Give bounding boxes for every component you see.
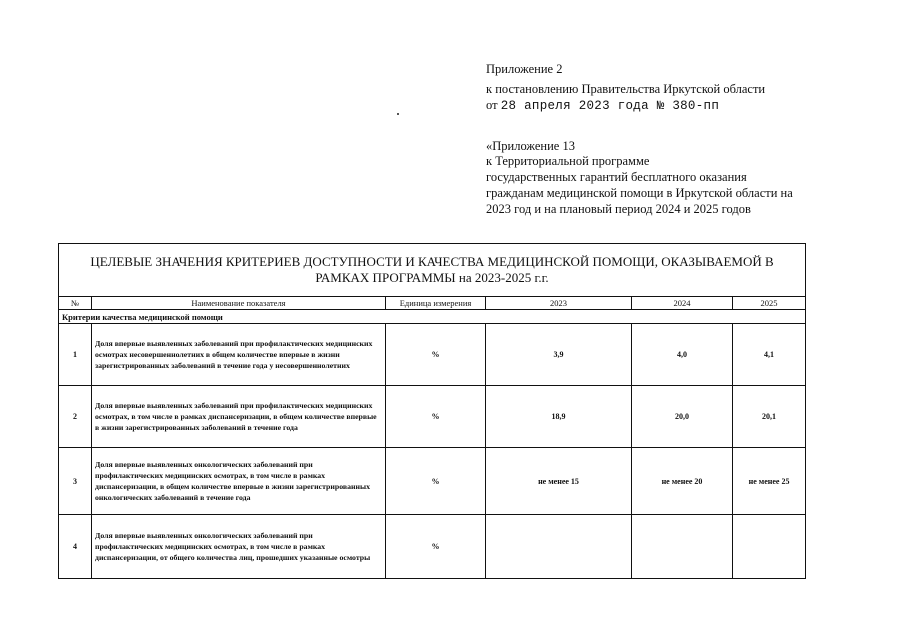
row-unit: % (386, 448, 486, 515)
program-line-3: гражданам медицинской помощи в Иркутской области на (486, 186, 793, 200)
row-value-2023: 3,9 (486, 324, 632, 386)
col-unit-header: Единица измерения (386, 297, 486, 310)
row-value-2025: 20,1 (733, 386, 806, 448)
row-value-2024 (632, 515, 733, 579)
table-row (59, 324, 806, 386)
resolution-date-number: 28 апреля 2023 года № 380-пп (500, 99, 720, 113)
col-2023-header: 2023 (486, 297, 632, 310)
row-indicator-name: Доля впервые выявленных онкологических заболеваний при профилактических медицинских осмотрах, в том числе в рамках диспансеризации, в общем количестве впервые в жизни зарегистрированных онкологических заболеваний в течение года (92, 448, 386, 515)
resolution-prefix: от (486, 98, 498, 112)
criteria-table (58, 243, 806, 579)
prev-appendix-label: «Приложение 13 (486, 139, 575, 153)
appendix-label: Приложение 2 (486, 62, 563, 76)
row-indicator-name: Доля впервые выявленных заболеваний при профилактических медицинских осмотрах, в том числе в рамках диспансеризации, в общем количестве впервые в жизни зарегистрированных заболеваний в течение года (92, 386, 386, 448)
row-value-2023: не менее 15 (486, 448, 632, 515)
program-line-1: к Территориальной программе (486, 154, 650, 168)
row-value-2025: не менее 25 (733, 448, 806, 515)
row-value-2025: 4,1 (733, 324, 806, 386)
program-line-4: 2023 год и на плановый период 2024 и 2025 годов (486, 202, 751, 216)
row-unit: % (386, 324, 486, 386)
col-2025-header: 2025 (733, 297, 806, 310)
table-row (59, 386, 806, 448)
row-value-2024: 4,0 (632, 324, 733, 386)
col-2024-header: 2024 (632, 297, 733, 310)
row-value-2024: не менее 20 (632, 448, 733, 515)
resolution-line: к постановлению Правительства Иркутской области (486, 82, 766, 96)
column-header-row (59, 297, 806, 310)
row-value-2024: 20,0 (632, 386, 733, 448)
scan-dot (397, 113, 399, 115)
section-title: Критерии качества медицинской помощи (59, 310, 806, 324)
row-unit: % (386, 386, 486, 448)
table-row (59, 448, 806, 515)
row-num: 3 (59, 448, 92, 515)
col-num-header: № (59, 297, 92, 310)
col-name-header: Наименование показателя (92, 297, 386, 310)
row-num: 4 (59, 515, 92, 579)
row-unit: % (386, 515, 486, 579)
row-value-2023: 18,9 (486, 386, 632, 448)
row-value-2025 (733, 515, 806, 579)
section-row (59, 310, 806, 324)
row-num: 1 (59, 324, 92, 386)
row-indicator-name: Доля впервые выявленных заболеваний при профилактических медицинских осмотрах несовершеннолетних в общем количестве впервые в жизни зарегистрированных заболеваний в течение года у несовершеннолетних (92, 324, 386, 386)
table-row (59, 515, 806, 579)
row-num: 2 (59, 386, 92, 448)
row-indicator-name: Доля впервые выявленных онкологических заболеваний при профилактических медицинских осмотрах, в том числе в рамках диспансеризации, от общего количества лиц, прошедших указанные осмотры (92, 515, 386, 579)
program-line-2: государственных гарантий бесплатного оказания (486, 170, 747, 184)
row-value-2023 (486, 515, 632, 579)
resolution-date-line (486, 97, 719, 114)
table-title: ЦЕЛЕВЫЕ ЗНАЧЕНИЯ КРИТЕРИЕВ ДОСТУПНОСТИ И КАЧЕСТВА МЕДИЦИНСКОЙ ПОМОЩИ, ОКАЗЫВАЕМОЙ В РАМКАХ ПРОГРАММЫ на 2023-2025 г.г. (59, 244, 806, 297)
